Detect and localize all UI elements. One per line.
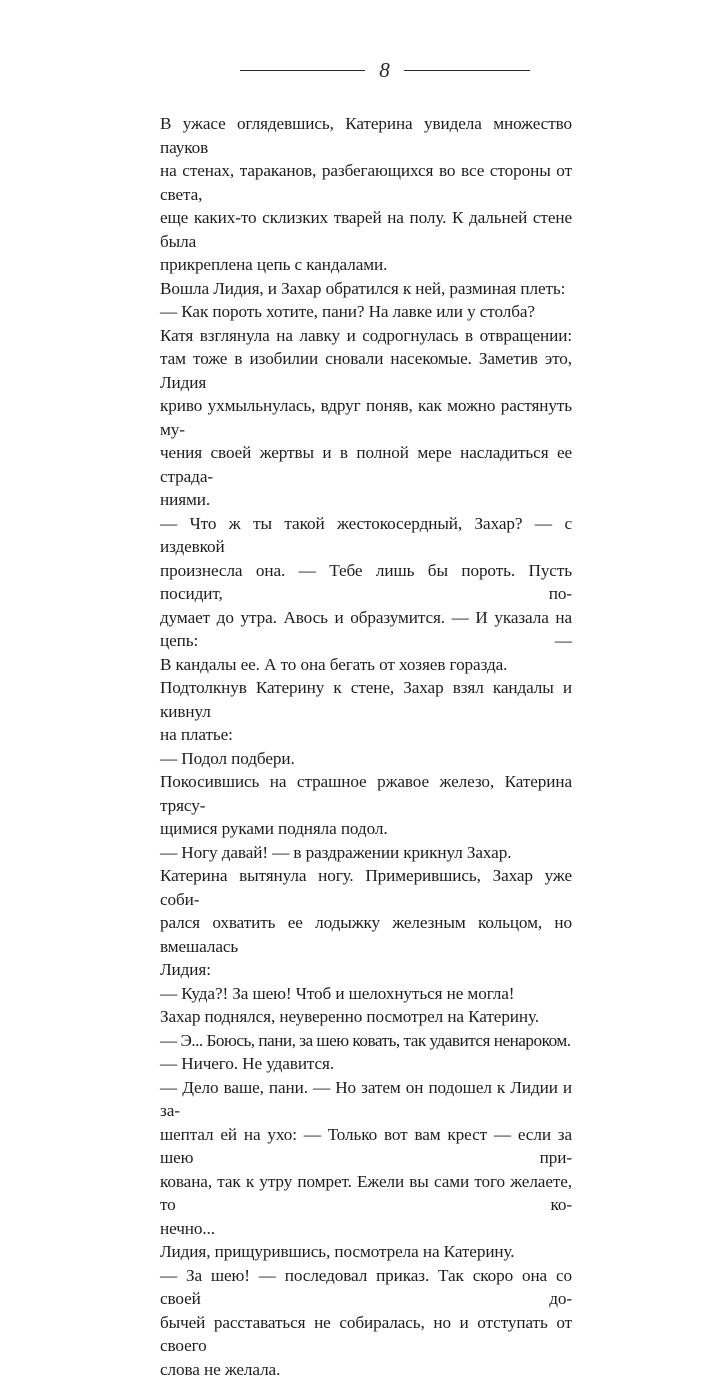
page-header [0,55,728,87]
text-line: Катя взглянула на лавку и содрогнулась в отвращении: [160,324,572,348]
text-line: нечно... [160,1217,572,1241]
text-line: — Ногу давай! — в раздражении крикнул Захар. [160,841,572,865]
text-line: еще каких-то склизких тварей на полу. К дальней стене была [160,206,572,253]
text-line: слова не желала. [160,1358,572,1381]
text-line: бычей расставаться не собиралась, но и отступать от своего [160,1311,572,1358]
text-line: думает до утра. Авось и образумится. — И указала на цепь: — [160,606,572,653]
text-line: — Э... Боюсь, пани, за шею ковать, так удавится ненароком. [160,1029,572,1053]
text-line: В кандалы ее. А то она бегать от хозяев горазда. [160,653,572,677]
text-line: — Как пороть хотите, пани? На лавке или у столба? [160,300,572,324]
text-line: — За шею! — последовал приказ. Так скоро она со своей до- [160,1264,572,1311]
text-line: рался охватить ее лодыжку железным кольцом, но вмешалась [160,911,572,958]
text-line: там тоже в изобилии сновали насекомые. Заметив это, Лидия [160,347,572,394]
text-line: на платье: [160,723,572,747]
text-line: Катерина вытянула ногу. Примерившись, Захар уже соби- [160,864,572,911]
body-text [160,112,572,1381]
text-line: Вошла Лидия, и Захар обратился к ней, разминая плеть: [160,277,572,301]
text-line: ниями. [160,488,572,512]
text-line: — Куда?! За шею! Чтоб и шелохнуться не могла! [160,982,572,1006]
text-line: на стенах, тараканов, разбегающихся во все стороны от света, [160,159,572,206]
text-line: Лидия: [160,958,572,982]
page-number: 8 [365,56,404,84]
text-line: кована, так к утру помрет. Ежели вы сами того желаете, то ко- [160,1170,572,1217]
text-line: — Что ж ты такой жестокосердный, Захар? — с издевкой [160,512,572,559]
text-line: прикреплена цепь с кандалами. [160,253,572,277]
text-line: Подтолкнув Катерину к стене, Захар взял кандалы и кивнул [160,676,572,723]
text-line: Захар поднялся, неуверенно посмотрел на Катерину. [160,1005,572,1029]
text-line: Лидия, прищурившись, посмотрела на Катерину. [160,1240,572,1264]
text-line: — Дело ваше, пани. — Но затем он подошел к Лидии и за- [160,1076,572,1123]
text-line: шептал ей на ухо: — Только вот вам крест — если за шею при- [160,1123,572,1170]
text-line: щимися руками подняла подол. [160,817,572,841]
text-line: произнесла она. — Тебе лишь бы пороть. Пусть посидит, по- [160,559,572,606]
header-rule-left [240,70,365,71]
text-line: Покосившись на страшное ржавое железо, Катерина трясу- [160,770,572,817]
text-line: — Подол подбери. [160,747,572,771]
header-rule-right [404,70,530,71]
text-line: В ужасе оглядевшись, Катерина увидела множество пауков [160,112,572,159]
text-line: криво ухмыльнулась, вдруг поняв, как можно растянуть му- [160,394,572,441]
text-paragraphs [160,112,572,1381]
text-line: — Ничего. Не удавится. [160,1052,572,1076]
text-line: чения своей жертвы и в полной мере насладиться ее страда- [160,441,572,488]
